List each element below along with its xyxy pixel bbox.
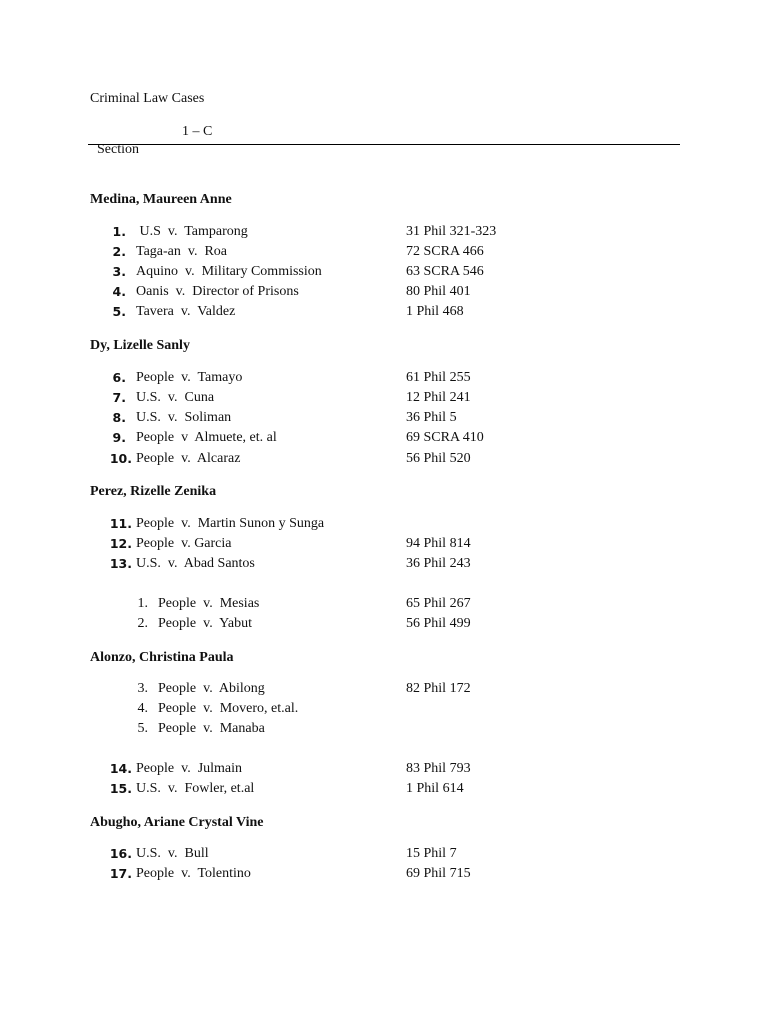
case-number: 5. [137,721,148,736]
case-title: People v. Tamayo [136,370,243,385]
case-row [0,679,768,699]
case-number: 13. [109,556,132,571]
case-title: People v Almuete, et. al [136,430,277,445]
case-row [0,408,768,428]
case-number: 7. [112,390,126,405]
case-citation: 83 Phil 793 [406,761,471,776]
case-number: 3. [137,681,148,696]
case-number: 10. [109,451,132,466]
case-row [0,388,768,408]
case-row [0,242,768,262]
case-title: People v. Tolentino [136,866,251,881]
student-name: Medina, Maureen Anne [90,192,232,207]
case-citation: 1 Phil 468 [406,304,464,319]
case-row [0,614,768,634]
case-number: 12. [109,536,132,551]
case-row [0,302,768,322]
case-row [0,449,768,469]
case-row [0,534,768,554]
case-row [0,368,768,388]
case-citation: 61 Phil 255 [406,370,471,385]
case-citation: 56 Phil 520 [406,451,471,466]
case-row [0,262,768,282]
case-row [0,699,768,719]
case-citation: 69 SCRA 410 [406,430,484,445]
case-citation: 15 Phil 7 [406,846,457,861]
student-name: Perez, Rizelle Zenika [90,484,217,499]
case-citation: 69 Phil 715 [406,866,471,881]
section-line [90,123,213,177]
case-title: Taga-an v. Roa [136,244,228,259]
case-title: Tavera v. Valdez [136,304,236,319]
case-row [0,594,768,614]
case-number: 11. [109,516,132,531]
case-title: U.S. v. Soliman [136,410,232,425]
case-number: 1. [112,224,126,239]
case-number: 14. [109,761,132,776]
case-title: U.S v. Tamparong [136,224,248,239]
case-title: People v. Manaba [158,721,265,736]
case-title: Aquino v. Military Commission [136,264,322,279]
header-divider [88,144,680,145]
case-row [0,222,768,242]
case-number: 17. [109,866,132,881]
case-number: 3. [112,264,126,279]
case-citation: 56 Phil 499 [406,616,471,631]
case-citation: 31 Phil 321-323 [406,224,497,239]
case-number: 8. [112,410,126,425]
case-title: People v. Yabut [158,616,252,631]
case-title: U.S. v. Fowler, et.al [136,781,255,796]
case-number: 4. [137,701,148,716]
case-citation: 72 SCRA 466 [406,244,484,259]
case-number: 2. [112,244,126,259]
case-citation: 36 Phil 5 [406,410,457,425]
student-name: Abugho, Ariane Crystal Vine [90,815,264,830]
case-title: People v. Mesias [158,596,260,611]
document-title: Criminal Law Cases [90,91,205,106]
case-number: 4. [112,284,126,299]
case-title: People v. Garcia [136,536,232,551]
case-number: 2. [137,616,148,631]
case-row [0,719,768,739]
case-row [0,514,768,534]
case-row [0,864,768,884]
case-title: People v. Movero, et.al. [158,701,299,716]
case-citation: 12 Phil 241 [406,390,471,405]
case-number: 16. [109,846,132,861]
case-row [0,554,768,574]
case-number: 15. [109,781,132,796]
case-title: People v. Julmain [136,761,243,776]
case-row [0,779,768,799]
case-title: U.S. v. Abad Santos [136,556,255,571]
case-title: U.S. v. Bull [136,846,209,861]
case-citation: 1 Phil 614 [406,781,464,796]
case-title: U.S. v. Cuna [136,390,215,405]
case-number: 6. [112,370,126,385]
case-row [0,282,768,302]
case-citation: 63 SCRA 546 [406,264,484,279]
case-citation: 65 Phil 267 [406,596,471,611]
case-row [0,844,768,864]
case-title: People v. Abilong [158,681,265,696]
section-value: 1 – C [182,124,213,139]
case-citation: 36 Phil 243 [406,556,471,571]
case-citation: 80 Phil 401 [406,284,471,299]
case-title: People v. Alcaraz [136,451,241,466]
case-citation: 82 Phil 172 [406,681,471,696]
case-number: 9. [112,430,126,445]
student-name: Alonzo, Christina Paula [90,650,234,665]
case-title: Oanis v. Director of Prisons [136,284,299,299]
student-name: Dy, Lizelle Sanly [90,338,190,353]
case-number: 1. [137,596,148,611]
case-number: 5. [112,304,126,319]
case-citation: 94 Phil 814 [406,536,471,551]
case-row [0,428,768,448]
section-label: Section [97,142,139,157]
case-title: People v. Martin Sunon y Sunga [136,516,325,531]
case-row [0,759,768,779]
